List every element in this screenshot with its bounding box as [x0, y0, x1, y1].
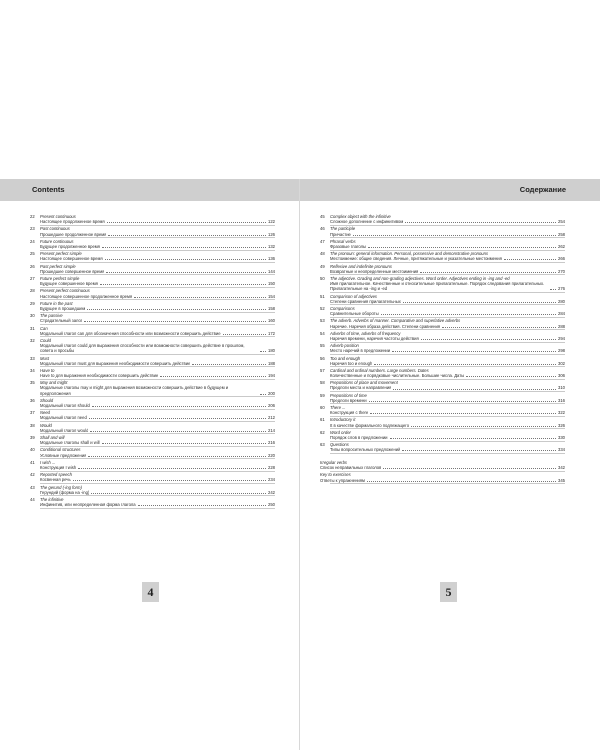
chapter-number: 38 [30, 422, 35, 428]
chapter-number: 28 [30, 288, 35, 294]
chapter-title-en: The participle [330, 226, 356, 232]
toc-entry[interactable] [320, 460, 565, 470]
toc-entry[interactable] [320, 214, 565, 224]
page-number: 288 [558, 323, 565, 329]
chapter-title-ru: Модальный глагол would [40, 427, 89, 433]
chapter-number: 51 [320, 293, 325, 299]
toc-entry[interactable] [320, 430, 565, 440]
dot-leader [138, 505, 266, 506]
chapter-title-ru: Наречия времени, наречия частоты действия [330, 335, 419, 341]
dot-leader [442, 327, 556, 328]
dot-leader [466, 376, 556, 377]
toc-entry[interactable] [30, 472, 275, 482]
toc-entry[interactable] [30, 338, 275, 354]
chapter-number: 55 [320, 343, 325, 349]
page-number: 200 [268, 390, 275, 396]
chapter-title-en: Future perfect simple [40, 275, 80, 281]
page-number: 150 [268, 281, 275, 287]
chapter-number: 53 [320, 318, 325, 324]
chapter-title-ru: Сложное дополнение с инфинитивом [330, 219, 404, 225]
chapter-number: 60 [320, 405, 325, 411]
chapter-title-en: Reflexive and indefinite pronouns [330, 263, 392, 269]
chapter-title-ru: Сравнительные обороты [330, 311, 379, 317]
page-number: 326 [558, 422, 565, 428]
chapter-title-en: Need [40, 410, 51, 416]
dot-leader [367, 481, 556, 482]
chapter-title-en: Comparisons [330, 305, 355, 311]
dot-leader [403, 302, 556, 303]
toc-entry[interactable] [30, 460, 275, 470]
chapter-title-en: Past continuous [40, 226, 70, 232]
contents-heading: Contents [32, 185, 65, 194]
chapter-number: 44 [30, 497, 35, 502]
appendix-entries [320, 460, 565, 484]
page-number: 172 [268, 330, 275, 336]
page-number: 212 [268, 415, 275, 421]
chapter-number: 29 [30, 300, 35, 306]
page-number: 228 [268, 465, 275, 471]
page-number: 214 [268, 427, 275, 433]
dot-leader [393, 389, 556, 390]
page-number-right: 5 [440, 582, 457, 602]
dot-leader [260, 351, 266, 352]
toc-entry[interactable] [320, 239, 565, 249]
chapter-title-en: Shall and will [40, 435, 65, 441]
chapter-title-en: Present perfect simple [40, 251, 82, 257]
page-number: 216 [268, 440, 275, 446]
toc-entry[interactable] [30, 423, 275, 433]
toc-entry[interactable] [320, 356, 565, 366]
page-number: 316 [558, 397, 565, 403]
chapter-title-en: Have to [40, 367, 55, 373]
dot-leader [105, 259, 266, 260]
chapter-title-en: Present perfect continuous [40, 288, 90, 294]
chapter-title-ru: Настоящее совершенное продолженное время [40, 293, 133, 299]
chapter-title-en: May and might [40, 380, 68, 386]
page-number: 306 [558, 373, 565, 379]
page-number: 250 [268, 502, 275, 508]
dot-leader [192, 364, 266, 365]
chapter-number: 39 [30, 435, 35, 441]
chapter-number: 41 [30, 459, 35, 465]
toc-entry[interactable] [320, 380, 565, 390]
chapter-title-en: I wish ... [40, 459, 56, 465]
page-number: 194 [268, 373, 275, 379]
dot-leader [87, 309, 266, 310]
page-number: 342 [558, 465, 565, 471]
dot-leader [368, 247, 556, 248]
chapter-title-en: Cardinal and ordinal numbers. Large numbers. Dates [330, 367, 429, 373]
chapter-title-ru: Список неправильных глаголов [320, 465, 382, 471]
chapter-title-en: The infinitive [40, 497, 64, 502]
dot-leader [370, 413, 556, 414]
dot-leader [223, 334, 266, 335]
chapter-title-en: Past perfect simple [40, 263, 76, 269]
dot-leader [91, 493, 266, 494]
chapter-title-en: Prepositions of place and movement [330, 380, 398, 386]
dot-leader [108, 235, 266, 236]
dot-leader [420, 272, 556, 273]
page-number: 302 [558, 360, 565, 366]
page-number: 258 [558, 231, 565, 237]
chapter-title-ru: Модальный глагол must для выражения необходимости совершить действие [40, 360, 191, 366]
dot-leader [90, 431, 266, 432]
left-contents-column [30, 214, 275, 509]
chapter-number: 58 [320, 380, 325, 386]
page-number: 276 [558, 286, 565, 292]
dot-leader [106, 272, 266, 273]
right-contents-column [320, 214, 565, 485]
chapter-title-ru: Будущее продолженное время [40, 243, 100, 249]
page-number: 136 [268, 256, 275, 262]
chapter-title-ru: Имя прилагательное. Качественные и относительные прилагательные. Порядок следования прилагательных. Прилагательные на -ing и -ed [330, 281, 545, 292]
chapter-title-ru: Предлоги времени [330, 397, 367, 403]
chapter-title-ru: Количественные и порядковые числительные. Большие числа. Даты [330, 373, 465, 379]
page-number: 160 [268, 318, 275, 324]
dot-leader [78, 468, 266, 469]
chapter-title-en: Should [40, 397, 54, 403]
toc-entry[interactable] [30, 497, 275, 507]
toc-entry[interactable] [30, 276, 275, 286]
toc-entry[interactable] [30, 356, 275, 366]
dot-leader [88, 456, 266, 457]
chapter-number: 61 [320, 417, 325, 423]
chapter-title-ru: Конструкция с there [330, 410, 369, 416]
page-number: 188 [268, 360, 275, 366]
toc-entry[interactable] [30, 214, 275, 224]
dot-leader [92, 406, 266, 407]
page-number: 330 [558, 435, 565, 441]
chapter-title-en: The adjective. Grading and non-grading adjectives. Word order. Adjectives ending in -ing and -ed [330, 275, 510, 281]
chapter-title-en: Future in the past [40, 300, 73, 306]
toc-entry[interactable] [320, 405, 565, 415]
dot-leader [89, 418, 266, 419]
chapter-title-ru: Страдательный залог [40, 318, 83, 324]
chapter-title-ru: Настоящее совершенное время [40, 256, 103, 262]
chapter-number: 49 [320, 263, 325, 269]
chapter-title-ru: Косвенная речь [40, 477, 71, 483]
chapter-title-ru: Модальный глагол could для выражения способности или возможности совершить действие в прошлом, совета и просьбы [40, 343, 245, 354]
toc-entry[interactable] [30, 251, 275, 261]
entry-separator [40, 508, 275, 509]
page-number: 270 [558, 268, 565, 274]
page-number: 158 [268, 305, 275, 311]
chapter-number: 25 [30, 251, 35, 257]
dot-leader [73, 480, 266, 481]
dot-leader [102, 247, 266, 248]
page-number: 254 [558, 219, 565, 225]
chapter-number: 34 [30, 367, 35, 373]
toc-entry[interactable] [30, 326, 275, 336]
toc-entry[interactable] [30, 288, 275, 298]
chapter-title-ru: Модальный глагол can для обозначения способности или возможности совершить действие [40, 330, 221, 336]
chapter-title-en: Could [40, 337, 51, 343]
toc-entry[interactable] [320, 306, 565, 316]
chapter-number: 63 [320, 442, 325, 448]
chapter-number: 22 [30, 214, 35, 219]
chapter-title-en: Comparison of adjectives [330, 293, 378, 299]
toc-entry[interactable] [320, 226, 565, 236]
dot-leader [260, 394, 266, 395]
chapter-title-ru: Инфинитив, или неопределенная форма глагола [40, 502, 136, 508]
entry-separator [330, 483, 565, 484]
dot-leader [107, 222, 266, 223]
page-number: 126 [268, 231, 275, 237]
page-number: 122 [268, 219, 275, 225]
toc-entry[interactable] [320, 264, 565, 274]
page-number: 266 [558, 256, 565, 262]
dot-leader [369, 401, 556, 402]
chapter-title-ru: Герундий (форма на -ing) [40, 489, 90, 495]
chapter-title-en: Present continuous [40, 214, 76, 219]
chapter-title-ru: Прошедшее совершенное время [40, 268, 105, 274]
chapter-title-en: Future continuous [40, 238, 74, 244]
toc-entry[interactable] [30, 398, 275, 408]
chapter-title-ru: Наречие. Наречия образа действия. Степени сравнения [330, 323, 441, 329]
page-number: 310 [558, 385, 565, 391]
chapter-number: 48 [320, 251, 325, 257]
chapter-number: 32 [30, 337, 35, 343]
dot-leader [383, 468, 556, 469]
contents-heading-ru: Содержание [519, 185, 566, 194]
chapter-title-ru: Порядок слов в предложении [330, 435, 388, 441]
chapter-number: 33 [30, 355, 35, 361]
chapter-number: 26 [30, 263, 35, 269]
toc-entry[interactable] [30, 380, 275, 396]
chapter-number: 46 [320, 226, 325, 232]
chapter-title-en: Adverb position [330, 343, 359, 349]
chapter-number: 40 [30, 447, 35, 453]
chapter-title-en: The adverb. Adverbs of manner. Comparative and superlative adverbs [330, 318, 461, 324]
chapter-title-ru: Предлоги места и направления [330, 385, 392, 391]
page-number: 220 [268, 452, 275, 458]
dot-leader [84, 321, 266, 322]
chapter-number: 35 [30, 380, 35, 386]
chapter-title-ru: Фразовые глаголы [330, 243, 367, 249]
chapter-number: 50 [320, 275, 325, 281]
chapter-number: 27 [30, 275, 35, 281]
chapter-title-en: Questions [330, 442, 349, 448]
toc-entry[interactable] [30, 368, 275, 378]
chapter-title-ru: Модальный глагол should [40, 403, 90, 409]
page-number: 154 [268, 293, 275, 299]
toc-entry[interactable] [320, 331, 565, 341]
chapter-number: 52 [320, 305, 325, 311]
chapter-title-en: The passive [40, 313, 63, 319]
toc-entry[interactable] [30, 447, 275, 457]
header-band [0, 179, 600, 201]
page-number: 280 [558, 298, 565, 304]
page-number: 345 [558, 477, 565, 483]
dot-leader [421, 339, 556, 340]
dot-leader [134, 297, 266, 298]
chapter-number: 43 [30, 484, 35, 490]
chapter-title-en: Must [40, 355, 50, 361]
chapter-title-ru: Возвратные и неопределенные местоимения [330, 268, 419, 274]
chapter-number: 37 [30, 410, 35, 416]
dot-leader [374, 364, 556, 365]
toc-entry[interactable] [320, 276, 565, 292]
dot-leader [160, 376, 266, 377]
chapter-title-en: Irregular verbs [320, 460, 347, 466]
chapter-title-ru: Условные предложения [40, 452, 87, 458]
toc-entry[interactable] [320, 472, 565, 482]
page-number: 298 [558, 348, 565, 354]
chapter-number: 62 [320, 429, 325, 435]
chapter-number: 36 [30, 397, 35, 403]
chapter-title-en: Prepositions of time [330, 392, 367, 398]
toc-entry[interactable] [30, 264, 275, 274]
chapter-title-ru: Настоящее продолженное время [40, 219, 105, 225]
dot-leader [100, 284, 266, 285]
chapter-number: 45 [320, 214, 325, 219]
toc-entry[interactable] [320, 251, 565, 261]
chapter-title-ru: Наречия too и enough [330, 360, 373, 366]
toc-entry[interactable] [320, 368, 565, 378]
page-number: 144 [268, 268, 275, 274]
dot-leader [550, 289, 556, 290]
chapter-number: 23 [30, 226, 35, 232]
toc-entry[interactable] [320, 417, 565, 427]
dot-leader [353, 235, 556, 236]
chapter-title-ru: Конструкция I wish [40, 465, 77, 471]
dot-leader [102, 443, 266, 444]
page-number: 234 [268, 477, 275, 483]
chapter-title-ru: Ответы к упражнениям [320, 477, 365, 483]
chapter-title-en: Reported speech [40, 472, 72, 478]
dot-leader [390, 438, 556, 439]
chapter-title-en: Would [40, 422, 52, 428]
chapter-title-en: There ... [330, 405, 346, 411]
toc-entry[interactable] [320, 318, 565, 328]
chapter-number: 30 [30, 313, 35, 319]
toc-entry[interactable] [30, 239, 275, 249]
page-number: 180 [268, 348, 275, 354]
chapter-title-en: Complex object with the infinitive [330, 214, 391, 219]
page-number: 322 [558, 410, 565, 416]
toc-entry[interactable] [320, 294, 565, 304]
entry-separator [330, 453, 565, 454]
chapter-title-ru: Типы вопросительных предложений [330, 447, 401, 453]
page-number-left: 4 [142, 582, 159, 602]
page-number: 294 [558, 335, 565, 341]
chapter-title-en: Can [40, 325, 48, 331]
page-number: 262 [558, 243, 565, 249]
page-number: 334 [558, 447, 565, 453]
chapter-title-ru: Причастие [330, 231, 351, 237]
dot-leader [405, 222, 556, 223]
chapter-number: 24 [30, 238, 35, 244]
page-number: 242 [268, 489, 275, 495]
chapter-number: 31 [30, 325, 35, 331]
chapter-title-ru: Степени сравнения прилагательных [330, 298, 401, 304]
toc-entry[interactable] [320, 442, 565, 452]
toc-entry[interactable] [30, 485, 275, 495]
dot-leader [411, 426, 556, 427]
chapter-number: 47 [320, 238, 325, 244]
toc-entry[interactable] [30, 313, 275, 323]
chapter-number: 42 [30, 472, 35, 478]
chapter-title-ru: Модальные глаголы shall и will [40, 440, 100, 446]
toc-entry[interactable] [30, 226, 275, 236]
chapter-title-en: Adverbs of time, adverbs of frequency [330, 330, 401, 336]
chapter-number: 56 [320, 355, 325, 361]
chapter-title-en: Conditional structures [40, 447, 81, 453]
toc-entry[interactable] [30, 435, 275, 445]
dot-leader [392, 351, 556, 352]
page-number: 284 [558, 311, 565, 317]
dot-leader [402, 450, 556, 451]
chapter-title-ru: Прошедшее продолженное время [40, 231, 107, 237]
chapter-title-en: Phrasal verbs [330, 238, 356, 244]
chapter-title-en: The gerund (-ing form) [40, 484, 82, 490]
chapter-number: 57 [320, 367, 325, 373]
chapter-title-en: Key to exercises [320, 472, 351, 478]
toc-entry[interactable] [320, 393, 565, 403]
chapter-title-ru: Модальный глагол need [40, 415, 87, 421]
page-spine-divider [299, 179, 300, 750]
page-number: 206 [268, 403, 275, 409]
chapter-title-en: Word order [330, 429, 351, 435]
chapter-title-en: Introductory it [330, 417, 356, 423]
dot-leader [504, 259, 556, 260]
toc-entry[interactable] [30, 410, 275, 420]
chapter-title-ru: Будущее в прошедшем [40, 305, 86, 311]
chapter-title-ru: Местоимение: общие сведения. Личные, притяжательные и указательные местоимения [330, 256, 502, 262]
chapter-title-ru: It в качестве формального подлежащего [330, 422, 410, 428]
chapter-title-ru: Модальные глаголы may и might для выражения возможности совершить действие в будущем и предположения [40, 385, 229, 396]
toc-entry[interactable] [30, 301, 275, 311]
chapter-title-ru: Место наречий в предложении [330, 348, 391, 354]
page-number: 132 [268, 243, 275, 249]
dot-leader [381, 314, 556, 315]
toc-entry[interactable] [320, 343, 565, 353]
chapter-title-en: The pronoun: general information. Personal, possessive and demonstrative pronouns [330, 251, 489, 257]
chapter-title-ru: Have to для выражения необходимости совершить действие [40, 373, 159, 379]
chapter-title-ru: Будущее совершенное время [40, 281, 98, 287]
chapter-number: 59 [320, 392, 325, 398]
chapter-title-en: Too and enough [330, 355, 361, 361]
chapter-number: 54 [320, 330, 325, 336]
